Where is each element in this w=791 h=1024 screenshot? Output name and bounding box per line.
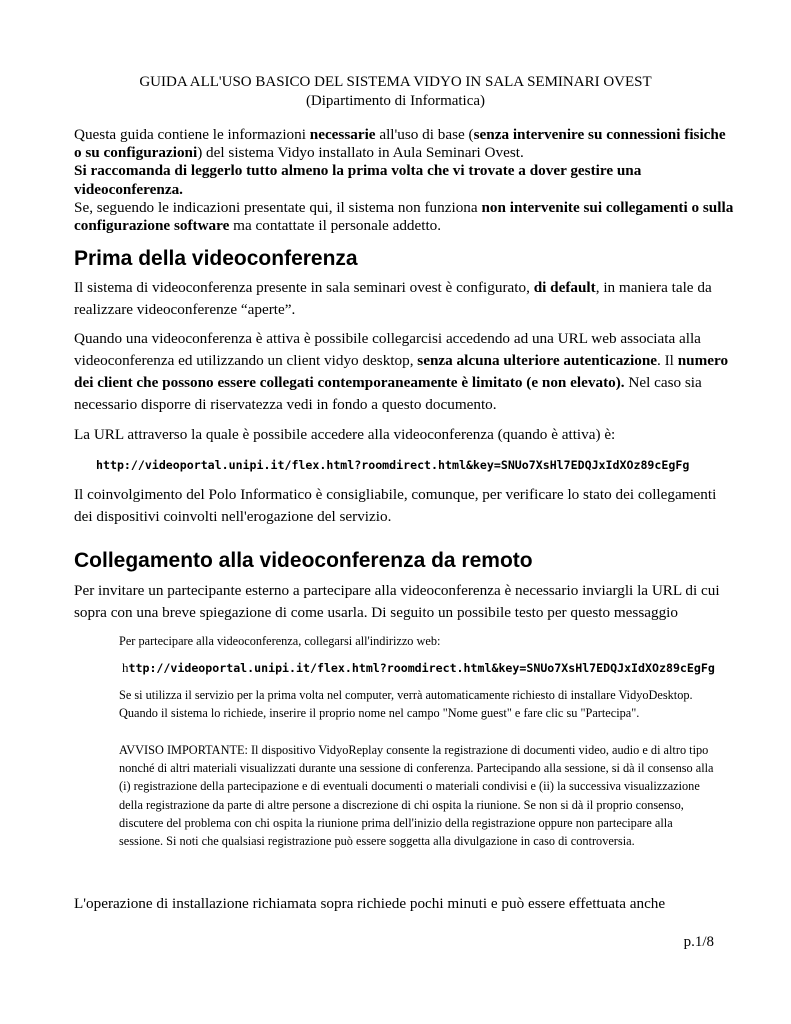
videoconference-url-link[interactable]: http://videoportal.unipi.it/flex.html?roomdirect.html&key=SNUo7XsHl7EDQJxIdXOz89cEgFg bbox=[96, 458, 690, 472]
intro-paragraph-3 bbox=[74, 199, 734, 235]
invite-quote-url[interactable] bbox=[122, 661, 715, 675]
intro-warning-text: Si raccomanda di leggerlo tutto almeno la prima volta che vi trovate a dover gestire una videoconferenza. bbox=[74, 162, 642, 198]
intro-bold: non intervenite sui collegamenti o sulla configurazione software bbox=[74, 198, 734, 235]
intro-bold: necessarie bbox=[309, 126, 376, 143]
intro-text: ) del sistema Vidyo installato in Aula Seminari Ovest. bbox=[197, 144, 524, 162]
invite-quote-line-1: Per partecipare alla videoconferenza, collegarsi all'indirizzo web: bbox=[119, 634, 441, 648]
section1-paragraph-3: La URL attraverso la quale è possibile accedere alla videoconferenza (quando è attiva) è: bbox=[74, 426, 616, 443]
para-text: . Il bbox=[657, 352, 678, 369]
quote-spacer bbox=[119, 723, 719, 741]
section2-paragraph-last: L'operazione di installazione richiamata sopra richiede pochi minuti e può essere effettuata anche bbox=[74, 895, 666, 912]
quote-paragraph-guest: Quando il sistema lo richiede, inserire il proprio nome nel campo "Nome guest" e fare clic su "Partecipa". bbox=[119, 706, 640, 721]
intro-bold: senza intervenire su connessioni fisiche o su configurazioni bbox=[74, 126, 726, 162]
para-text: , in maniera tale da realizzare videoconferenze “aperte”. bbox=[74, 279, 712, 318]
url-first-letter: h bbox=[122, 660, 129, 675]
invite-quote-body bbox=[119, 686, 719, 851]
quote-paragraph-notice: AVVISO IMPORTANTE: Il dispositivo VidyoReplay consente la registrazione di documenti video, audio e di altro tipo nonché di altri materiali visualizzati durante una sessione di conferenza. Partecipando alla sessione, si dà il consenso alla (i) registrazione della partecipazione e di eventuali documenti o materiali condivisi e (ii) la successiva visualizzazione della registrazione da parte di altre persone a discrezione di chi ospita la riunione. Se non si dà il proprio consenso, discutere del problema con chi ospita la riunione prima dell'inizio della registrazione oppure non partecipare alla sessione. Si noti che qualsiasi registrazione può essere soggetta alla divulgazione in caso di controversia. bbox=[119, 742, 714, 849]
url-rest: ttp://videoportal.unipi.it/flex.html?roomdirect.html&key=SNUo7XsHl7EDQJxIdXOz89cEgFg bbox=[128, 661, 715, 675]
para-bold: di default bbox=[533, 279, 596, 296]
intro-text: Questa guida contiene le informazioni bbox=[74, 126, 310, 143]
para-bold: senza alcuna ulteriore autenticazione bbox=[417, 352, 658, 369]
intro-paragraph-1 bbox=[74, 126, 734, 162]
page-number: p.1/8 bbox=[683, 934, 714, 950]
title-line-2: (Dipartimento di Informatica) bbox=[305, 93, 486, 109]
para-text: Nel caso sia necessario disporre di riservatezza vedi in fondo a questo documento. bbox=[74, 374, 702, 413]
intro-text: ma contattate il personale addetto. bbox=[229, 217, 442, 235]
quote-paragraph-install: Se si utilizza il servizio per la prima volta nel computer, verrà automaticamente richiesto di installare VidyoDesktop. bbox=[119, 688, 693, 702]
section2-paragraph-1: Per invitare un partecipante esterno a partecipare alla videoconferenza è necessario inviargli la URL di cui sopra con una breve spiegazione di come usarla. Di seguito un possibile testo per questo messaggio bbox=[74, 582, 720, 621]
intro-warning bbox=[74, 162, 734, 198]
intro-block bbox=[74, 126, 734, 235]
intro-text: all'uso di base ( bbox=[375, 126, 474, 143]
para-text: Il sistema di videoconferenza presente in sala seminari ovest è configurato, bbox=[74, 279, 534, 296]
section-heading-before: Prima della videoconferenza bbox=[74, 247, 358, 270]
section1-paragraph-2 bbox=[74, 328, 734, 416]
section-heading-remote: Collegamento alla videoconferenza da remoto bbox=[74, 549, 533, 572]
title-line-1: GUIDA ALL'USO BASICO DEL SISTEMA VIDYO IN SALA SEMINARI OVEST bbox=[139, 74, 652, 90]
para-text: Quando una videoconferenza è attiva è possibile collegarcisi accedendo ad una URL web associata alla videoconferenza ed utilizzando un client vidyo desktop, bbox=[74, 330, 701, 369]
intro-text: Se, seguendo le indicazioni presentate qui, il sistema non funziona bbox=[74, 198, 482, 216]
para-bold: numero dei client che possono essere collegati contemporaneamente è limitato (e non elevato). bbox=[74, 352, 729, 391]
section1-paragraph-4: Il coinvolgimento del Polo Informatico è consigliabile, comunque, per verificare lo stato dei collegamenti dei dispositivi coinvolti nell'erogazione del servizio. bbox=[74, 486, 717, 525]
section1-paragraph-1 bbox=[74, 277, 734, 321]
document-title bbox=[0, 73, 791, 111]
